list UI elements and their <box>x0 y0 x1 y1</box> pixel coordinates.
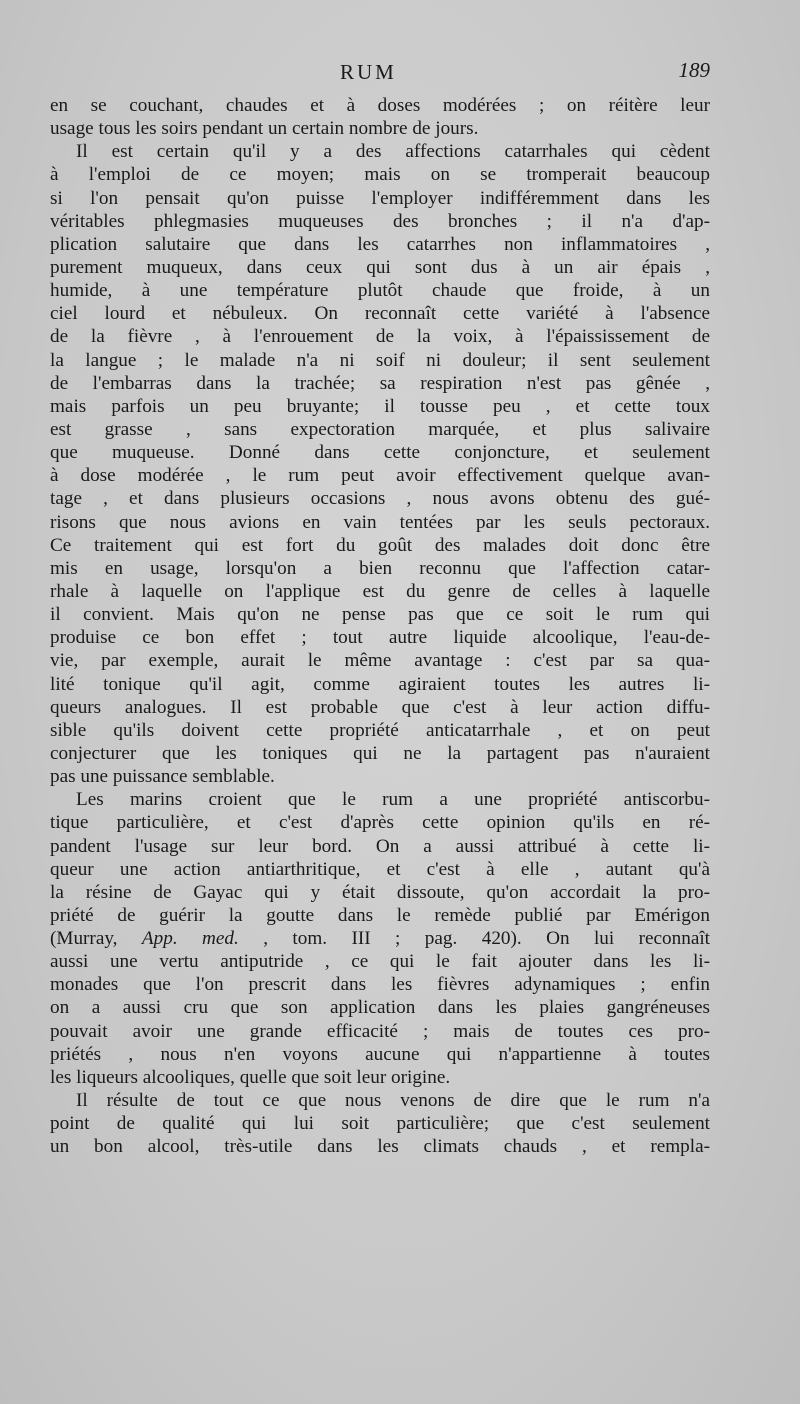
text-line: queur une action antiarthritique, et c'est à elle , autant qu'à <box>50 858 710 880</box>
text-line: à dose modérée , le rum peut avoir effectivement quelque avan- <box>50 465 710 487</box>
text-line: véritables phlegmasies muqueuses des bronches ; il n'a d'ap- <box>50 210 710 232</box>
text-line: purement muqueux, dans ceux qui sont dus à un air épais , <box>50 256 710 278</box>
text-line: sible qu'ils doivent cette propriété anticatarrhale , et on peut <box>50 719 710 741</box>
text-line: vie, par exemple, aurait le même avantage : c'est par sa qua- <box>50 650 710 672</box>
text-line: est grasse , sans expectoration marquée, et plus salivaire <box>50 418 710 440</box>
text-line: Il résulte de tout ce que nous venons de dire que le rum n'a <box>76 1090 710 1112</box>
page-number: 189 <box>678 58 710 82</box>
page-header <box>50 60 710 90</box>
running-title: RUM <box>340 60 397 84</box>
text-line: mais parfois un peu bruyante; il tousse peu , et cette toux <box>50 395 710 417</box>
text-line: les liqueurs alcooliques, quelle que soit leur origine. <box>50 1066 451 1088</box>
text-line: pandent l'usage sur leur bord. On a aussi attribué à cette li- <box>50 835 710 857</box>
text-line: priété de guérir la goutte dans le remède publié par Emérigon <box>50 904 710 926</box>
text-line: humide, à une température plutôt chaude que froide, à un <box>50 280 710 302</box>
text-line: que muqueuse. Donné dans cette conjoncture, et seulement <box>50 442 710 464</box>
body-text <box>50 94 710 1158</box>
text-line: tage , et dans plusieurs occasions , nous avons obtenu des gué- <box>50 488 710 510</box>
text-line: on a aussi cru que son application dans les plaies gangréneuses <box>50 997 710 1019</box>
text-line: tique particulière, et c'est d'après cette opinion qu'ils en ré- <box>50 812 710 834</box>
text-line: pouvait avoir une grande efficacité ; mais de toutes ces pro- <box>50 1020 710 1042</box>
text-line: monades que l'on prescrit dans les fièvres adynamiques ; enfin <box>50 974 710 996</box>
text-line: en se couchant, chaudes et à doses modérées ; on réitère leur <box>50 95 710 116</box>
text-line: risons que nous avions en vain tentées par les seuls pectoraux. <box>50 511 710 533</box>
text-line: la résine de Gayac qui y était dissoute, qu'on accordait la pro- <box>50 881 710 903</box>
text-line: de l'embarras dans la trachée; sa respiration n'est pas gênée , <box>50 372 710 394</box>
text-line: produise ce bon effet ; tout autre liquide alcoolique, l'eau-de- <box>50 627 710 649</box>
text-line: plication salutaire que dans les catarrhes non inflammatoires , <box>50 233 710 255</box>
text-line: aussi une vertu antiputride , ce qui le fait ajouter dans les li- <box>50 951 710 973</box>
text-line: point de qualité qui lui soit particulière; que c'est seulement <box>50 1113 710 1135</box>
text-line: à l'emploi de ce moyen; mais on se tromperait beaucoup <box>50 164 710 186</box>
text-line: Il est certain qu'il y a des affections catarrhales qui cèdent <box>76 141 710 163</box>
text-line: priétés , nous n'en voyons aucune qui n'appartienne à toutes <box>50 1043 710 1065</box>
text-line: usage tous les soirs pendant un certain nombre de jours. <box>50 118 479 140</box>
text-line: rhale à laquelle on l'applique est du genre de celles à laquelle <box>50 580 710 602</box>
text-line: si l'on pensait qu'on puisse l'employer indifféremment dans les <box>50 187 710 209</box>
text-line: Les marins croient que le rum a une propriété antiscorbu- <box>76 789 710 811</box>
text-line: lité tonique qu'il agit, comme agiraient toutes les autres li- <box>50 673 710 695</box>
text-line: Ce traitement qui est fort du goût des malades doit donc être <box>50 534 710 556</box>
text-line: mis en usage, lorsqu'on a bien reconnu que l'affection catar- <box>50 557 710 579</box>
text-line: la langue ; le malade n'a ni soif ni douleur; il sent seulement <box>50 349 710 371</box>
text-line: de la fièvre , à l'enrouement de la voix, à l'épaississement de <box>50 326 710 348</box>
text-line: conjecturer que les toniques qui ne la partagent pas n'auraient <box>50 742 710 764</box>
text-line: un bon alcool, très-utile dans les climats chauds , et rempla- <box>50 1136 710 1158</box>
text-line: queurs analogues. Il est probable que c'est à leur action diffu- <box>50 696 710 718</box>
text-line: (Murray, App. med. , tom. III ; pag. 420). On lui reconnaît <box>50 928 711 950</box>
text-line: il convient. Mais qu'on ne pense pas que ce soit le rum qui <box>50 604 710 626</box>
text-line: pas une puissance semblable. <box>50 766 275 788</box>
text-line: ciel lourd et nébuleux. On reconnaît cette variété à l'absence <box>50 303 710 325</box>
